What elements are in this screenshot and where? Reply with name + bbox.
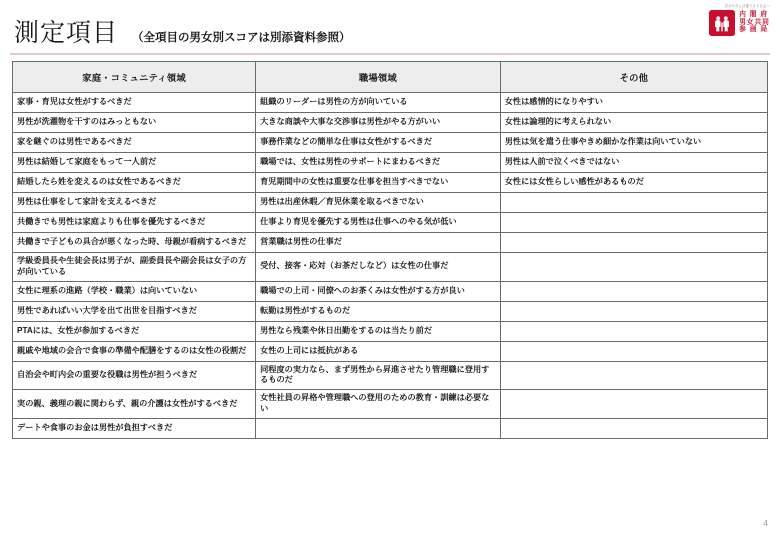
table-row <box>13 213 768 233</box>
table-cell: 家事・育児は女性がするべきだ <box>13 93 256 113</box>
table-cell: 男性は仕事をして家計を支えるべきだ <box>13 193 256 213</box>
table-cell: 自治会や町内会の重要な役職は男性が担うべきだ <box>13 361 256 390</box>
table-cell: 男性なら残業や休日出勤をするのは当たり前だ <box>256 321 501 341</box>
slide-header <box>0 0 780 52</box>
table-cell: 男性は出産休暇／育児休業を取るべきでない <box>256 193 501 213</box>
table-cell: 同程度の実力なら、まず男性から昇進させたり管理職に登用するものだ <box>256 361 501 390</box>
table-cell: 家を継ぐのは男性であるべきだ <box>13 133 256 153</box>
table-cell <box>500 281 767 301</box>
measurement-items-table <box>12 61 768 439</box>
logo-line-2: 男女共同 <box>739 18 770 26</box>
table-cell: 男性は気を遣う仕事やきめ細かな作業は向いていない <box>500 133 767 153</box>
gender-equality-bureau-icon <box>709 10 735 36</box>
table-cell: 女性は論理的に考えられない <box>500 113 767 133</box>
table-cell: 仕事より育児を優先する男性は仕事へのやる気が低い <box>256 213 501 233</box>
table-container <box>0 61 780 439</box>
table-row <box>13 93 768 113</box>
table-cell: 男性であればいい大学を出て出世を目指すべきだ <box>13 301 256 321</box>
table-cell <box>500 321 767 341</box>
table-cell <box>500 341 767 361</box>
table-cell: 学級委員長や生徒会長は男子が、副委員長や副会長は女子の方が向いている <box>13 253 256 282</box>
table-row <box>13 193 768 213</box>
table-row <box>13 361 768 390</box>
table-cell: 受付、接客・応対（お茶だしなど）は女性の仕事だ <box>256 253 501 282</box>
logo-line-1: 内 閣 府 <box>739 10 769 18</box>
table-row <box>13 390 768 419</box>
table-cell <box>500 418 767 438</box>
column-header-family-community: 家庭・コミュニティ領域 <box>13 62 256 93</box>
table-cell: 女性社員の昇格や管理職への登用のための教育・訓練は必要ない <box>256 390 501 419</box>
table-row <box>13 153 768 173</box>
table-cell: 親戚や地域の会合で食事の準備や配膳をするのは女性の役割だ <box>13 341 256 361</box>
table-row <box>13 281 768 301</box>
table-row <box>13 233 768 253</box>
table-cell <box>500 213 767 233</box>
table-cell <box>256 418 501 438</box>
title-group <box>14 21 351 52</box>
table-row <box>13 321 768 341</box>
table-cell: 女性に理系の進路（学校・職業）は向いていない <box>13 281 256 301</box>
column-header-workplace: 職場領域 <box>256 62 501 93</box>
column-header-other: その他 <box>500 62 767 93</box>
table-row <box>13 341 768 361</box>
table-cell: PTAには、女性が参加するべきだ <box>13 321 256 341</box>
table-cell: 共働きでも男性は家庭よりも仕事を優先するべきだ <box>13 213 256 233</box>
page-number: 4 <box>763 518 768 528</box>
table-cell: 結婚したら姓を変えるのは女性であるべきだ <box>13 173 256 193</box>
table-cell <box>500 390 767 419</box>
table-cell: 女性は感情的になりやすい <box>500 93 767 113</box>
table-cell: 女性の上司には抵抗がある <box>256 341 501 361</box>
table-cell <box>500 361 767 390</box>
page-title: 測定項目 <box>14 19 119 47</box>
table-cell <box>500 233 767 253</box>
table-cell: 大きな商談や大事な交渉事は男性がやる方がいい <box>256 113 501 133</box>
cabinet-office-logo <box>709 3 770 36</box>
table-row <box>13 301 768 321</box>
table-header-row <box>13 62 768 93</box>
logo-row <box>709 10 770 36</box>
table-cell <box>500 301 767 321</box>
table-cell: 実の親、義理の親に関わらず、親の介護は女性がするべきだ <box>13 390 256 419</box>
table-cell: 男性は人前で泣くべきではない <box>500 153 767 173</box>
header-divider <box>10 53 770 55</box>
table-cell: 営業職は男性の仕事だ <box>256 233 501 253</box>
table-cell: 職場では、女性は男性のサポートにまわるべきだ <box>256 153 501 173</box>
table-row <box>13 253 768 282</box>
table-cell: 男性は結婚して家庭をもって一人前だ <box>13 153 256 173</box>
table-cell: 事務作業などの簡単な仕事は女性がするべきだ <box>256 133 501 153</box>
table-cell: 男性が洗濯物を干すのはみっともない <box>13 113 256 133</box>
logo-tagline: 男女が共に活躍できる社会へ <box>724 3 770 8</box>
table-row <box>13 418 768 438</box>
logo-line-3: 参 画 局 <box>739 26 769 34</box>
table-cell <box>500 253 767 282</box>
table-row <box>13 133 768 153</box>
table-row <box>13 113 768 133</box>
table-cell: 職場での上司・同僚へのお茶くみは女性がする方が良い <box>256 281 501 301</box>
logo-wordmark <box>739 11 770 34</box>
table-cell: 転勤は男性がするものだ <box>256 301 501 321</box>
table-cell <box>500 193 767 213</box>
table-row <box>13 173 768 193</box>
page-subtitle: （全項目の男女別スコアは別添資料参照） <box>132 32 351 44</box>
table-cell: デートや食事のお金は男性が負担すべきだ <box>13 418 256 438</box>
table-cell: 組織のリーダーは男性の方が向いている <box>256 93 501 113</box>
table-body <box>13 93 768 439</box>
table-cell: 育児期間中の女性は重要な仕事を担当すべきでない <box>256 173 501 193</box>
table-cell: 女性には女性らしい感性があるものだ <box>500 173 767 193</box>
table-cell: 共働きで子どもの具合が悪くなった時、母親が看病するべきだ <box>13 233 256 253</box>
